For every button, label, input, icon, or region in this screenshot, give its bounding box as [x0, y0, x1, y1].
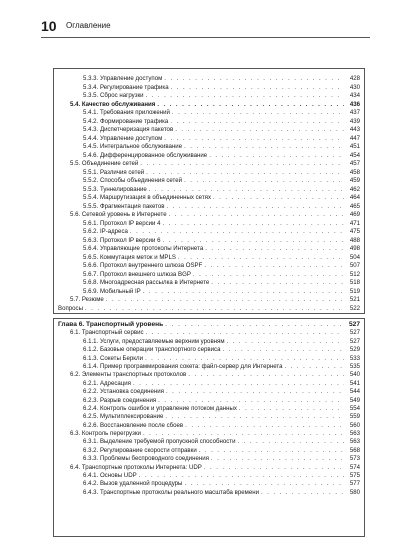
toc-entry-page: 512: [349, 270, 360, 278]
toc-entry-title: 6.2.2. Установка соединения: [83, 388, 164, 396]
dot-leader: [211, 279, 344, 288]
dot-leader: [163, 237, 344, 246]
toc-entry-title: 5.3.4. Регулирование трафика: [83, 83, 169, 91]
toc-entry: [54, 75, 364, 84]
toc-entry: [54, 220, 364, 229]
dot-leader: [140, 160, 344, 169]
toc-entry: [54, 228, 364, 237]
dot-leader: [166, 388, 344, 396]
dot-leader: [184, 143, 344, 152]
toc-list: [54, 75, 364, 313]
dot-leader: [146, 92, 344, 101]
toc-entry: [54, 455, 364, 463]
toc-entry-page: 533: [349, 354, 360, 362]
dot-leader: [285, 363, 344, 371]
toc-entry: [54, 135, 364, 144]
toc-entry: [54, 305, 364, 314]
toc-entry: [54, 472, 364, 480]
dot-leader: [213, 194, 344, 203]
toc-entry: [54, 152, 364, 161]
dot-leader: [146, 329, 344, 337]
toc-entry-page: 428: [349, 75, 360, 82]
dot-leader: [133, 380, 344, 388]
toc-entry-page: 504: [349, 253, 360, 261]
toc-entry-title: 5.6.2. IP-адреса: [83, 228, 128, 235]
toc-entry: [54, 203, 364, 212]
toc-entry-title: 5.6.5. Коммутация меток и MPLS: [83, 253, 176, 261]
toc-entry-title: Вопросы: [58, 304, 83, 312]
toc-entry: [54, 288, 364, 297]
toc-entry: [54, 160, 364, 169]
toc-entry-page: 443: [349, 126, 360, 133]
toc-entry-page: 540: [349, 371, 360, 379]
toc-entry-title: 5.6.7. Протокол внешнего шлюза BGP: [83, 270, 191, 278]
toc-entry: [54, 118, 364, 127]
dot-leader: [175, 126, 344, 135]
toc-entry: [54, 109, 364, 118]
toc-entry: [54, 388, 364, 396]
page-header: [41, 18, 370, 35]
toc-entry: [54, 355, 364, 363]
toc-entry: [54, 296, 364, 305]
toc-entry-title: 6.3.2. Регулирование скорости отправки: [83, 446, 197, 454]
toc-entry: [54, 464, 364, 472]
dot-leader: [204, 262, 344, 271]
toc-entry: [54, 271, 364, 280]
toc-entry-page: 521: [349, 296, 360, 303]
dot-leader: [184, 177, 344, 186]
toc-entry: [54, 480, 364, 488]
toc-entry: [54, 438, 364, 446]
toc-entry: [54, 177, 364, 186]
dot-leader: [193, 271, 344, 280]
toc-entry-page: 436: [349, 100, 360, 108]
dot-leader: [149, 186, 344, 195]
toc-entry-page: 437: [349, 109, 360, 116]
dot-leader: [166, 203, 344, 212]
toc-entry: [54, 211, 364, 220]
toc-entry-page: 462: [349, 185, 360, 193]
toc-entry-title: 6.4.3. Транспортные протоколы реального масштаба времени: [83, 488, 259, 496]
toc-entry-page: 535: [349, 362, 360, 370]
toc-entry-title: 5.5.3. Туннелирование: [83, 185, 147, 193]
toc-entry-page: 475: [349, 228, 360, 235]
toc-entry-page: 541: [349, 379, 360, 387]
toc-entry-title: 6.1.1. Услуги, предоставляемые верхним уровням: [83, 337, 225, 345]
toc-entry: [54, 92, 364, 101]
toc-entry-page: 559: [349, 413, 360, 421]
toc-entry: [54, 279, 364, 288]
toc-entry-page: 458: [349, 168, 360, 176]
toc-entry-page: 507: [349, 262, 360, 269]
dot-leader: [169, 211, 344, 220]
toc-entry-title: 5.3.5. Сброс нагрузки: [83, 92, 144, 99]
toc-entry: [54, 405, 364, 413]
toc-entry-title: 5.6.4. Управляющие протоколы Интернета: [83, 245, 204, 252]
dot-leader: [130, 228, 344, 237]
toc-entry: [54, 397, 364, 405]
toc-entry-title: 6.3. Контроль перегрузки: [70, 430, 141, 438]
toc-entry-title: 6.2.6. Восстановление после сбоев: [83, 421, 184, 429]
dot-leader: [205, 245, 344, 254]
toc-entry-title: 6.3.1. Выделение требуемой пропускной способности: [83, 438, 236, 446]
toc-entry-title: 5.4. Качество обслуживания: [70, 100, 156, 108]
toc-entry-title: 6.3.3. Проблемы беспроводного соединения: [83, 455, 209, 463]
toc-entry: [54, 143, 364, 152]
running-title: Оглавление: [66, 21, 111, 30]
toc-entry-page: 527: [349, 337, 360, 345]
toc-entry-page: 447: [349, 134, 360, 142]
toc-entry: [54, 380, 364, 388]
toc-entry-page: 465: [349, 202, 360, 210]
toc-entry-title: 6.4.1. Основы UDP: [83, 472, 137, 480]
toc-entry-title: 5.4.6. Дифференцированное обслуживание: [83, 151, 208, 159]
toc-entry-page: 575: [349, 472, 360, 480]
toc-list: [54, 321, 364, 497]
toc-entry-title: 5.4.1. Требования приложений: [83, 109, 170, 116]
toc-entry: [54, 237, 364, 246]
toc-entry-page: 527: [349, 329, 360, 337]
toc-entry-title: 5.3.3. Управление доступом: [83, 75, 163, 82]
dot-leader: [143, 288, 344, 297]
toc-entry-page: 451: [349, 143, 360, 150]
toc-entry-title: 5.5.1. Различия сетей: [83, 168, 145, 176]
dot-leader: [164, 75, 344, 84]
toc-entry-page: 577: [349, 480, 360, 488]
toc-entry: [54, 489, 364, 497]
toc-entry: [54, 101, 364, 110]
toc-entry: [54, 447, 364, 455]
toc-panel-chapter-5: [53, 68, 365, 314]
dot-leader: [170, 118, 344, 127]
toc-entry-page: 457: [349, 160, 360, 167]
toc-entry-page: 549: [349, 396, 360, 404]
toc-entry-page: 563: [349, 430, 360, 438]
toc-entry-title: 6.4.2. Вызов удаленной процедуры: [83, 480, 183, 488]
dot-leader: [165, 413, 344, 421]
toc-entry-title: Глава 6. Транспортный уровень: [58, 320, 164, 328]
dot-leader: [139, 472, 344, 480]
toc-entry-title: 6.4. Транспортные протоколы Интернета: UDP: [70, 463, 202, 471]
toc-entry-title: 5.5.4. Маршрутизация в объединенных сетях: [83, 194, 211, 201]
toc-entry-page: 573: [349, 455, 360, 463]
dot-leader: [188, 371, 344, 379]
toc-entry-title: 5.6.9. Мобильный IP: [83, 287, 141, 295]
toc-entry-title: 6.2.4. Контроль ошибок и управление потоком данных: [83, 404, 237, 412]
toc-entry-page: 430: [349, 83, 360, 91]
toc-entry-title: 5.6. Сетевой уровень в Интернете: [70, 211, 167, 218]
toc-entry: [54, 169, 364, 178]
page-number: 10: [41, 18, 57, 34]
toc-entry: [54, 346, 364, 354]
toc-entry-page: 439: [349, 117, 360, 125]
dot-leader: [184, 480, 344, 488]
toc-entry: [54, 338, 364, 346]
toc-entry-page: 519: [349, 287, 360, 295]
toc-entry: [54, 186, 364, 195]
toc-entry: [54, 126, 364, 135]
dot-leader: [146, 169, 344, 178]
dot-leader: [261, 489, 344, 497]
toc-entry-title: 6.2. Элементы транспортных протоколов: [70, 371, 187, 379]
toc-entry: [54, 371, 364, 379]
toc-entry-page: 454: [349, 151, 360, 159]
dot-leader: [145, 355, 344, 363]
toc-entry: [54, 262, 364, 271]
toc-entry-title: 5.4.3. Диспетчеризация пакетов: [83, 126, 174, 133]
toc-entry-title: 6.2.1. Адресация: [83, 379, 131, 387]
toc-entry-title: 5.4.4. Управление доступом: [83, 134, 163, 142]
toc-entry-page: 469: [349, 211, 360, 218]
toc-entry-page: 580: [349, 488, 360, 496]
dot-leader: [165, 321, 344, 329]
dot-leader: [199, 447, 344, 455]
toc-entry: [54, 254, 364, 263]
toc-entry-page: 522: [349, 304, 360, 312]
toc-entry-title: 5.6.8. Многоадресная рассылка в Интернете: [83, 279, 210, 286]
toc-entry-title: 6.1.2. Базовые операции транспортного сервиса: [83, 346, 221, 354]
toc-entry-title: 5.7. Резюме: [70, 296, 104, 303]
toc-entry: [54, 329, 364, 337]
toc-entry: [54, 430, 364, 438]
dot-leader: [143, 430, 344, 438]
dot-leader: [106, 296, 344, 305]
toc-entry-title: 5.6.6. Протокол внутреннего шлюза OSPF: [83, 262, 203, 269]
toc-entry-page: 563: [349, 438, 360, 446]
toc-entry-page: 554: [349, 404, 360, 412]
dot-leader: [239, 405, 344, 413]
toc-entry-title: 5.4.5. Интегральное обслуживание: [83, 143, 183, 150]
dot-leader: [222, 346, 344, 354]
toc-entry-title: 5.5. Объединение сетей: [70, 160, 139, 167]
dot-leader: [157, 101, 344, 110]
toc-entry-title: 5.4.2. Формирование трафика: [83, 117, 169, 125]
toc-entry: [54, 363, 364, 371]
toc-entry-page: 560: [349, 421, 360, 429]
toc-entry-page: 498: [349, 245, 360, 252]
dot-leader: [178, 254, 344, 263]
toc-entry-title: 6.2.5. Мультиплексирование: [83, 413, 164, 421]
toc-entry-title: 5.5.2. Способы объединения сетей: [83, 177, 183, 184]
toc-entry: [54, 84, 364, 93]
dot-leader: [209, 152, 344, 161]
toc-entry-title: 6.2.3. Разрыв соединения: [83, 396, 157, 404]
dot-leader: [171, 84, 344, 93]
toc-entry: [54, 422, 364, 430]
dot-leader: [158, 397, 344, 405]
toc-entry-page: 568: [349, 446, 360, 454]
toc-entry-page: 518: [349, 279, 360, 286]
dot-leader: [172, 109, 344, 118]
dot-leader: [211, 455, 344, 463]
dot-leader: [204, 464, 344, 472]
toc-entry: [54, 245, 364, 254]
toc-entry-page: 434: [349, 92, 360, 99]
toc-entry-title: 5.5.5. Фрагментация пакетов: [83, 202, 165, 210]
toc-chapter-entry: [54, 321, 364, 329]
toc-entry: [54, 194, 364, 203]
toc-entry-page: 527: [348, 320, 360, 328]
toc-entry-page: 529: [349, 346, 360, 354]
toc-entry-title: 6.1.4. Пример программирования сокета: файл-сервер для Интернета: [83, 362, 283, 370]
toc-entry-title: 6.1.3. Сокеты Беркли: [83, 354, 143, 362]
toc-entry-page: 464: [349, 194, 360, 201]
toc-entry-page: 488: [349, 236, 360, 244]
toc-panel-chapter-6: [53, 318, 365, 537]
toc-entry-page: 459: [349, 177, 360, 184]
toc-entry: [54, 413, 364, 421]
dot-leader: [185, 422, 344, 430]
toc-entry-title: 6.1. Транспортный сервис: [70, 329, 144, 337]
toc-entry-page: 544: [349, 388, 360, 396]
dot-leader: [164, 135, 344, 144]
toc-entry-page: 471: [349, 219, 360, 227]
toc-entry-page: 574: [349, 463, 360, 471]
toc-entry-title: 5.6.1. Протокол IP версии 4: [83, 219, 161, 227]
toc-entry-title: 5.6.3. Протокол IP версии 6: [83, 236, 161, 244]
header-divider: [41, 37, 370, 38]
dot-leader: [227, 338, 344, 346]
dot-leader: [237, 438, 344, 446]
dot-leader: [85, 305, 344, 314]
dot-leader: [163, 220, 344, 229]
